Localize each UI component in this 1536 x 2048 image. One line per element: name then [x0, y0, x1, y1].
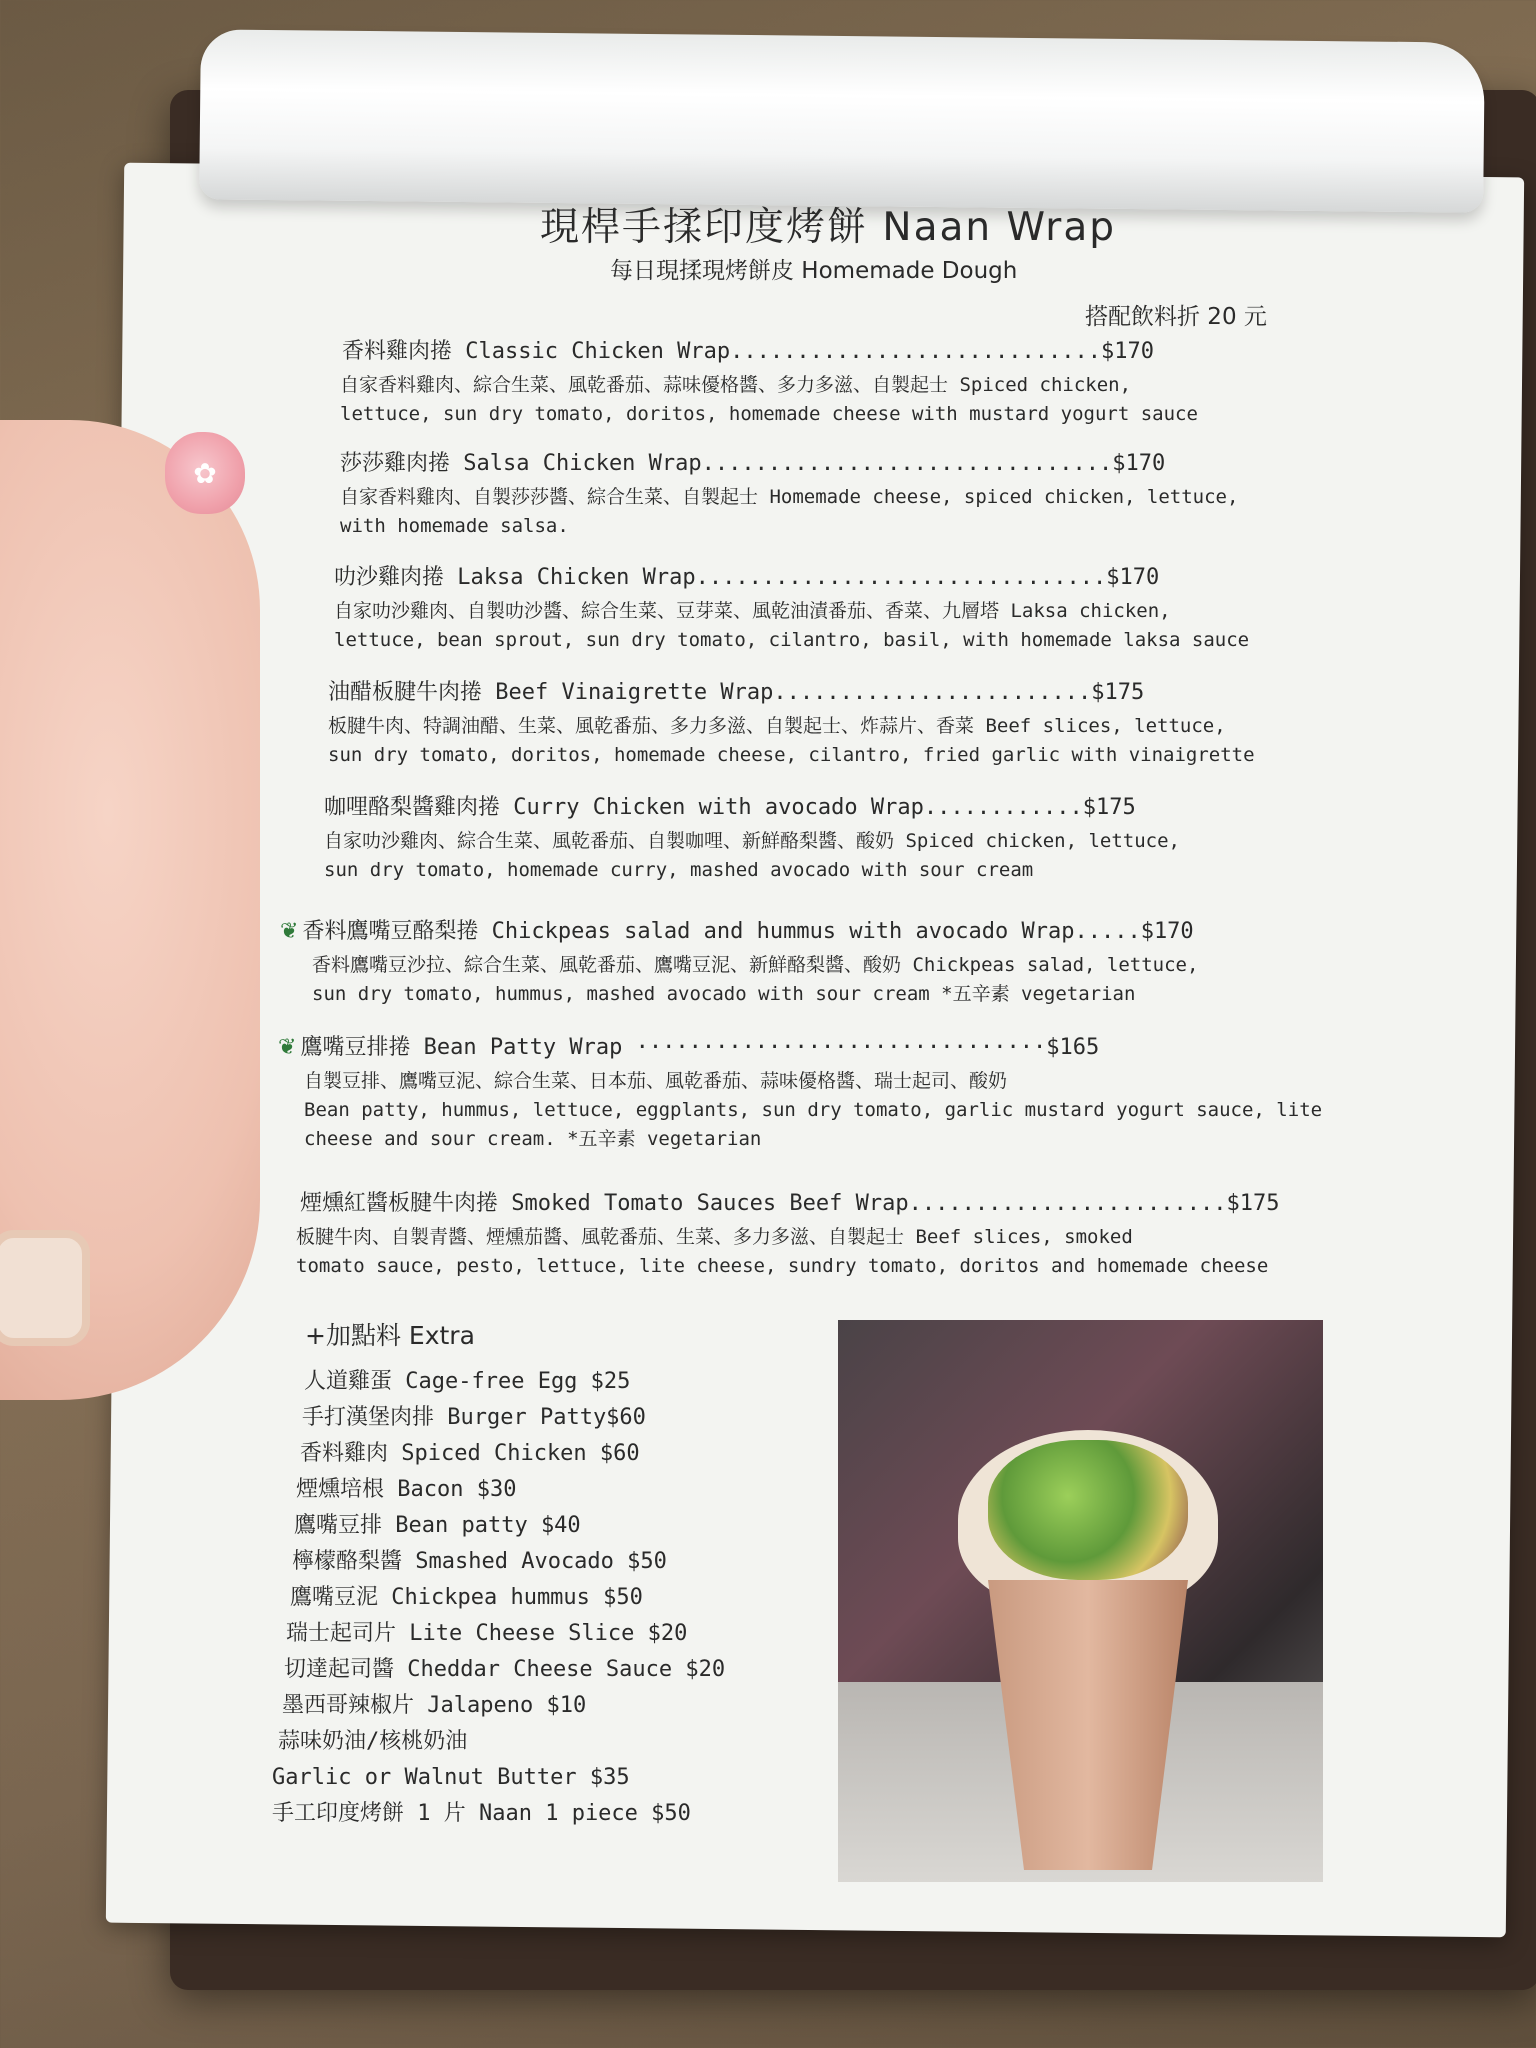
menu-item-vegetarian: [278, 1030, 1322, 1154]
item-head: 香料雞肉捲 Classic Chicken Wrap............................$170: [342, 339, 1154, 364]
item-head: 油醋板腱牛肉捲 Beef Vinaigrette Wrap........................$175: [328, 680, 1145, 705]
extra-item: 鷹嘴豆泥 Chickpea hummus $50: [290, 1585, 643, 1610]
menu-subtitle: 每日現揉現烤餅皮 Homemade Dough: [610, 258, 1018, 284]
menu-item: [328, 675, 1255, 770]
menu-item: [296, 1186, 1280, 1281]
extras-list: [272, 1364, 792, 1832]
extra-item: 人道雞蛋 Cage-free Egg $25: [304, 1369, 631, 1394]
extra-item: 瑞士起司片 Lite Cheese Slice $20: [286, 1621, 688, 1646]
item-desc: 自家叻沙雞肉、綜合生菜、風乾番茄、自製咖哩、新鮮酪梨醬、酸奶 Spiced chicken, lettuce, sun dry tomato, homemade curry, mashed avocado with sour cream: [324, 830, 1180, 881]
extra-item: 香料雞肉 Spiced Chicken $60: [300, 1441, 640, 1466]
fingernail: [165, 432, 245, 514]
extra-item: 切達起司醬 Cheddar Cheese Sauce $20: [284, 1657, 726, 1682]
extra-item: 鷹嘴豆排 Bean patty $40: [294, 1513, 581, 1538]
extra-item: 煙燻培根 Bacon $30: [296, 1477, 517, 1502]
wrap-photo: [838, 1320, 1323, 1882]
item-desc: 自家叻沙雞肉、自製叻沙醬、綜合生菜、豆芽菜、風乾油漬番茄、香菜、九層塔 Laksa chicken, lettuce, bean sprout, sun dry tomato, cilantro, basil, with homemade laksa sauce: [334, 600, 1250, 651]
item-head: 鷹嘴豆排捲 Bean Patty Wrap ·······························$165: [300, 1035, 1100, 1060]
item-desc: 板腱牛肉、自製青醬、煙燻茄醬、風乾番茄、生菜、多力多滋、自製起士 Beef slices, smoked tomato sauce, pesto, lettuce, lite cheese, sundry tomato, doritos and homemade cheese: [296, 1226, 1269, 1277]
item-desc: 自家香料雞肉、自製莎莎醬、綜合生菜、自製起士 Homemade cheese, spiced chicken, lettuce, with homemade salsa.: [340, 486, 1239, 537]
flower-icon: ✿: [193, 456, 217, 490]
item-desc: 自家香料雞肉、綜合生菜、風乾番茄、蒜味優格醬、多力多滋、自製起士 Spiced chicken, lettuce, sun dry tomato, doritos, homemade cheese with mustard yogurt sauce: [340, 374, 1198, 425]
menu-item: [334, 560, 1249, 655]
extra-item: 墨西哥辣椒片 Jalapeno $10: [282, 1693, 587, 1718]
extra-item: Garlic or Walnut Butter $35: [272, 1765, 630, 1790]
menu-item: [340, 446, 1238, 541]
item-head: 叻沙雞肉捲 Laksa Chicken Wrap...............................$170: [334, 565, 1160, 590]
extra-item: 手打漢堡肉排 Burger Patty$60: [302, 1405, 646, 1430]
drink-discount: 搭配飲料折 20 元: [1085, 304, 1267, 330]
item-desc: 板腱牛肉、特調油醋、生菜、風乾番茄、多力多滋、自製起士、炸蒜片、香菜 Beef slices, lettuce, sun dry tomato, doritos, homemade cheese, cilantro, fried garlic with vinaigrette: [328, 715, 1255, 766]
extra-title: +加點料 Extra: [305, 1321, 475, 1350]
item-head: 煙燻紅醬板腱牛肉捲 Smoked Tomato Sauces Beef Wrap........................$175: [300, 1191, 1280, 1216]
item-head: 咖哩酪梨醬雞肉捲 Curry Chicken with avocado Wrap............$175: [324, 795, 1136, 820]
leaf-icon: ❦: [278, 1035, 297, 1060]
menu-item: [342, 334, 1198, 429]
extra-item: 檸檬酪梨醬 Smashed Avocado $50: [292, 1549, 667, 1574]
menu-item-vegetarian: [280, 914, 1198, 1009]
watch: [0, 1230, 90, 1346]
photo-salad: [988, 1440, 1188, 1580]
menu-title: 現桿手揉印度烤餅 Naan Wrap: [540, 205, 1116, 250]
extra-item: 蒜味奶油/核桃奶油: [278, 1729, 468, 1754]
menu-item: [324, 790, 1180, 885]
item-head: 莎莎雞肉捲 Salsa Chicken Wrap...............................$170: [340, 451, 1166, 476]
extra-item: 手工印度烤餅 1 片 Naan 1 piece $50: [272, 1801, 691, 1826]
item-head: 香料鷹嘴豆酪梨捲 Chickpeas salad and hummus with avocado Wrap.....$170: [302, 919, 1194, 944]
item-desc: 自製豆排、鷹嘴豆泥、綜合生菜、日本茄、風乾番茄、蒜味優格醬、瑞士起司、酸奶 Bean patty, hummus, lettuce, eggplants, sun dry tomato, garlic mustard yogurt sauce, lite cheese and sour cream. *五辛素 vegetarian: [304, 1070, 1323, 1150]
leaf-icon: ❦: [280, 919, 299, 944]
item-desc: 香料鷹嘴豆沙拉、綜合生菜、風乾番茄、鷹嘴豆泥、新鮮酪梨醬、酸奶 Chickpeas salad, lettuce, sun dry tomato, hummus, mashed avocado with sour cream *五辛素 vegetarian: [312, 954, 1199, 1005]
